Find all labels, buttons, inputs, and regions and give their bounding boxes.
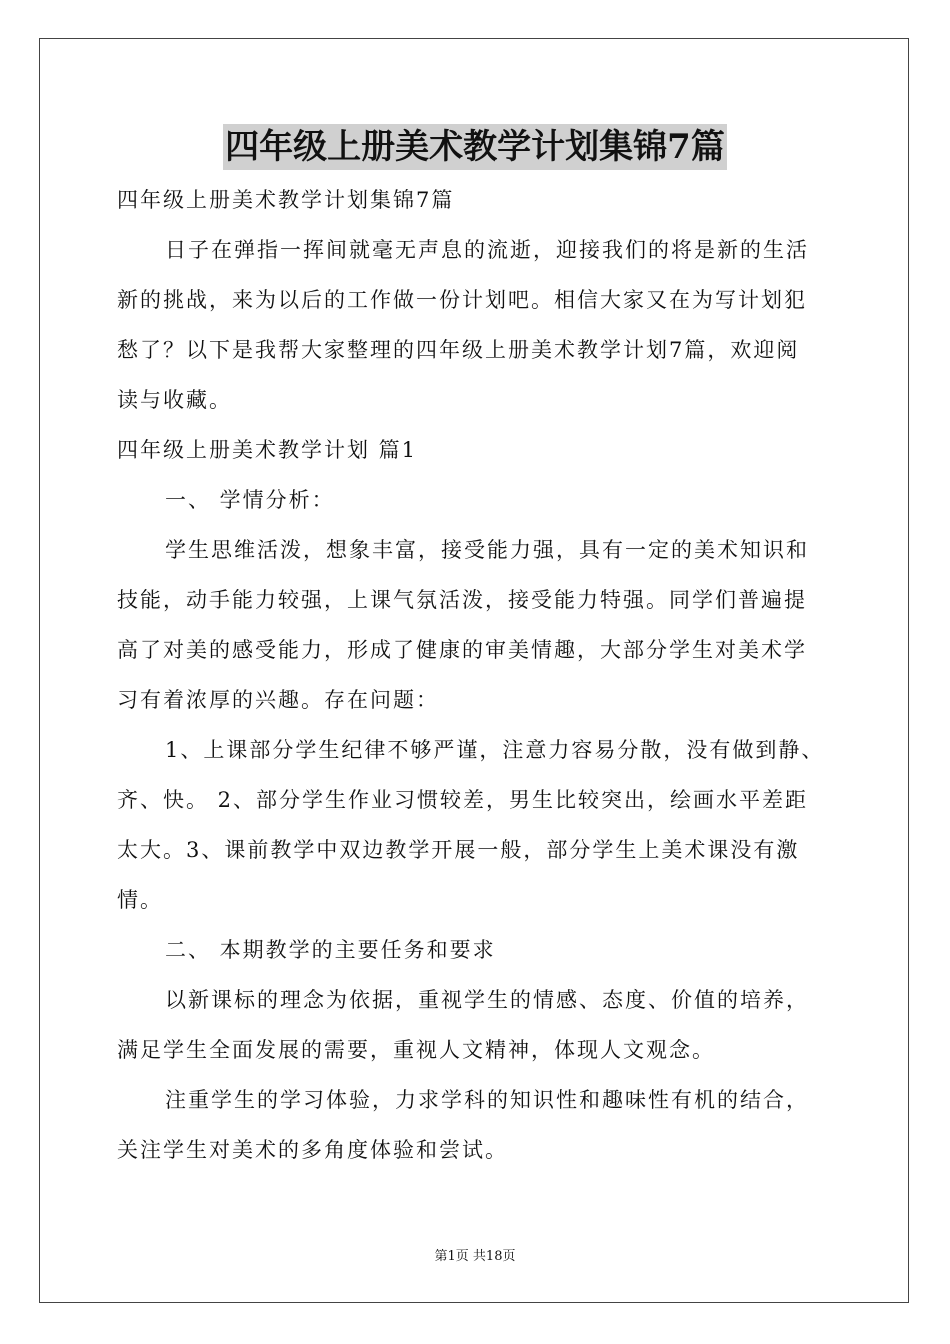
paragraph-line: 以新课标的理念为依据，重视学生的情感、态度、价值的培养，: [165, 988, 809, 1012]
paragraph-line: 新的挑战，来为以后的工作做一份计划吧。相信大家又在为写计划犯: [117, 288, 807, 312]
paragraph-line: 齐、快。 2、部分学生作业习惯较差，男生比较突出，绘画水平差距: [117, 788, 809, 812]
subtitle-line: 四年级上册美术教学计划集锦7篇: [117, 188, 455, 212]
paragraph-line: 注重学生的学习体验，力求学科的知识性和趣味性有机的结合，: [165, 1088, 809, 1112]
paragraph-line: 日子在弹指一挥间就毫无声息的流逝，迎接我们的将是新的生活: [165, 238, 809, 262]
paragraph-line: 太大。3、课前教学中双边教学开展一般，部分学生上美术课没有激: [117, 838, 800, 862]
section-heading: 四年级上册美术教学计划 篇1: [117, 438, 418, 462]
subsection-heading: 二、 本期教学的主要任务和要求: [165, 938, 496, 962]
title-area: [0, 124, 950, 170]
paragraph-line: 满足学生全面发展的需要，重视人文精神，体现人文观念。: [117, 1038, 715, 1062]
paragraph-line: 读与收藏。: [117, 388, 232, 412]
paragraph-line: 1、上课部分学生纪律不够严谨，注意力容易分散，没有做到静、: [165, 738, 825, 762]
paragraph-line: 学生思维活泼，想象丰富，接受能力强，具有一定的美术知识和: [165, 538, 809, 562]
paragraph-line: 习有着浓厚的兴趣。存在问题：: [117, 688, 439, 712]
paragraph-line: 技能，动手能力较强，上课气氛活泼，接受能力特强。同学们普遍提: [117, 588, 807, 612]
subsection-heading: 一、 学情分析：: [165, 488, 335, 512]
paragraph-line: 关注学生对美术的多角度体验和尝试。: [117, 1138, 508, 1162]
paragraph-line: 情。: [117, 888, 163, 912]
document-title: 四年级上册美术教学计划集锦7篇: [223, 124, 727, 170]
paragraph-line: 高了对美的感受能力，形成了健康的审美情趣，大部分学生对美术学: [117, 638, 807, 662]
page-footer: 第1页 共18页: [434, 1249, 516, 1264]
paragraph-line: 愁了？以下是我帮大家整理的四年级上册美术教学计划7篇，欢迎阅: [117, 338, 800, 362]
